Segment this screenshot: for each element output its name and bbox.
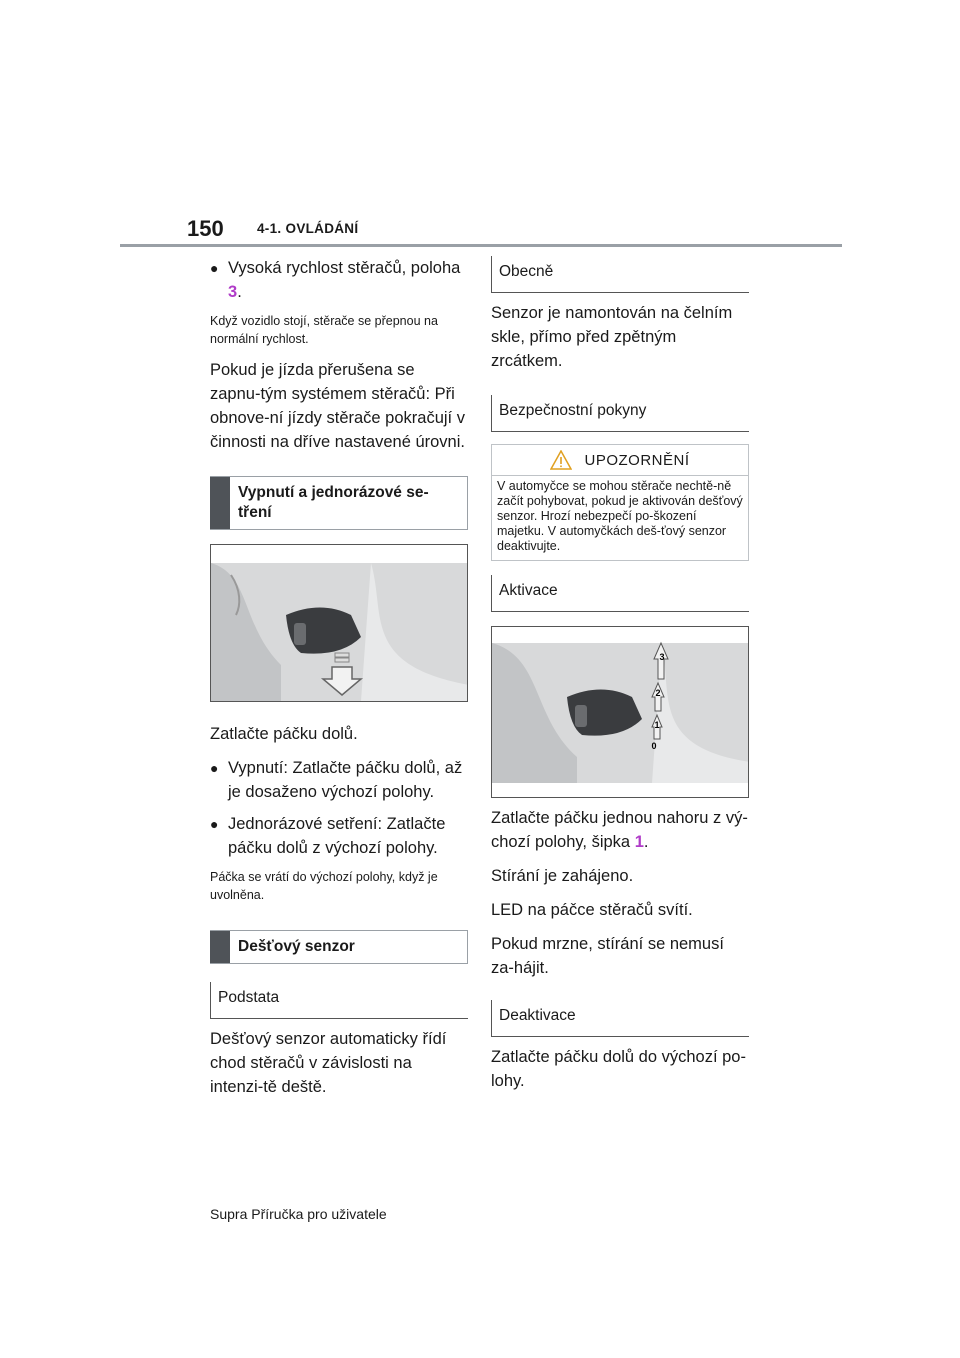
heading-bar xyxy=(210,931,230,963)
bullet-text: Vysoká rychlost stěračů, poloha xyxy=(228,259,461,277)
figure-lever-up xyxy=(491,626,749,798)
lever-down-illustration xyxy=(211,545,468,701)
subheading: Bezpečnostní pokyny xyxy=(491,395,749,432)
arrow-number: 1 xyxy=(634,833,644,851)
heading-box xyxy=(210,476,468,530)
punctuation: . xyxy=(643,833,649,851)
paragraph xyxy=(491,806,749,854)
bullet-item xyxy=(210,756,468,804)
figure-label-1: 1 xyxy=(654,720,660,730)
right-column xyxy=(491,256,749,1103)
paragraph: Pokud je jízda přerušena se zapnu-tým systémem stěračů: Při obnove-ní jízdy stěrače pokračují v činnosti na dříve nastavené úrovni. xyxy=(210,361,465,451)
warning-triangle-icon xyxy=(550,450,572,470)
subheading: Podstata xyxy=(210,982,468,1019)
figure-label-3: 3 xyxy=(659,652,665,662)
figure-lever-down xyxy=(210,544,468,702)
paragraph-text: Zatlačte páčku jednou nahoru z vý-chozí polohy, šipka xyxy=(491,809,748,851)
paragraph: Senzor je namontován na čelním skle, přímo před zpětným zrcátkem. xyxy=(491,304,733,370)
figure-caption: Zatlačte páčku dolů. xyxy=(210,725,358,743)
bullet-text: Jednorázové setření: Zatlačte páčku dolů z výchozí polohy. xyxy=(228,815,446,857)
bullet-icon: ● xyxy=(210,760,219,776)
header-rule xyxy=(120,244,842,247)
bullet-item xyxy=(210,812,468,860)
paragraph: LED na páčce stěračů svítí. xyxy=(491,901,693,919)
position-number: 3 xyxy=(228,283,238,301)
subheading: Aktivace xyxy=(491,575,749,612)
figure-label-0: 0 xyxy=(651,741,657,751)
bullet-item xyxy=(210,256,468,304)
warning-box xyxy=(491,444,749,561)
subheading: Obecně xyxy=(491,256,749,293)
heading-text: Vypnutí a jednorázové se-tření xyxy=(238,484,429,521)
bullet-text: Vypnutí: Zatlačte páčku dolů, až je dosaženo výchozí polohy. xyxy=(228,759,463,801)
footer-text: Supra Příručka pro uživatele xyxy=(210,1206,387,1222)
warning-title: UPOZORNĚNÍ xyxy=(584,451,690,469)
bullet-icon: ● xyxy=(210,816,219,832)
note-text: Když vozidlo stojí, stěrače se přepnou na normální rychlost. xyxy=(210,314,438,346)
note-text: Páčka se vrátí do výchozí polohy, když je uvolněna. xyxy=(210,870,438,902)
page-number: 150 xyxy=(187,216,224,241)
paragraph: Stírání je zahájeno. xyxy=(491,867,634,885)
paragraph: Zatlačte páčku dolů do výchozí po-lohy. xyxy=(491,1048,746,1090)
warning-text: V automyčce se mohou stěrače nechtě-ně začít pohybovat, pokud je aktivován dešťový senzor. Hrozí nebezpečí po-škození majetku. V automyčkách deš-ťový senzor deaktivujte. xyxy=(492,475,748,560)
subheading: Deaktivace xyxy=(491,1000,749,1037)
figure-label-2: 2 xyxy=(655,688,661,698)
lever-up-illustration xyxy=(492,627,749,797)
heading-bar xyxy=(210,477,230,529)
left-column xyxy=(210,256,468,1109)
heading-text: Dešťový senzor xyxy=(238,938,355,955)
paragraph: Dešťový senzor automaticky řídí chod stěračů v závislosti na intenzi-tě deště. xyxy=(210,1030,447,1096)
heading-box xyxy=(210,930,468,964)
section-title: 4-1. OVLÁDÁNÍ xyxy=(257,221,359,236)
paragraph: Pokud mrzne, stírání se nemusí za-hájit. xyxy=(491,935,724,977)
punctuation: . xyxy=(237,283,242,301)
bullet-icon: ● xyxy=(210,260,219,276)
